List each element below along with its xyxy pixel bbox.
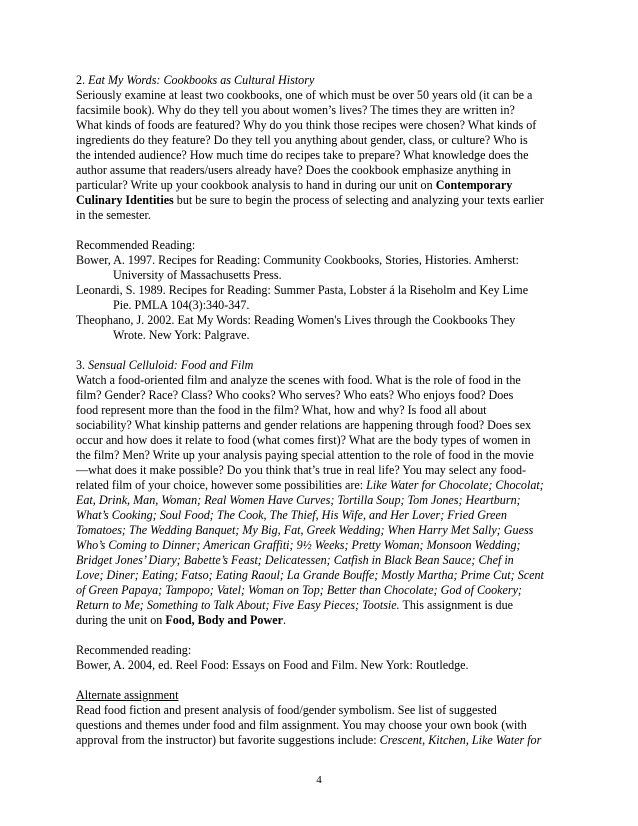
film-titles-line [76,493,521,508]
unit-name: Contemporary [435,178,513,192]
body-line: Read food fiction and present analysis of food/gender symbolism. See list of suggested [76,703,497,717]
unit-name: Culinary Identities [76,193,174,207]
section-2-heading [76,73,314,88]
body-line: —what does it make possible? Do you think that’s true in real life? You may select any food- [76,463,527,477]
body-text: but be sure to begin the process of selecting and analyzing your texts earlier [173,193,544,207]
body-line: ingredients do they feature? Do they tell you anything about gender, class, or culture? Who is [76,133,528,147]
film-titles: Tomatoes; The Wedding Banquet; My Big, Fat, Greek Wedding; When Harry Met Sally; Guess [76,523,534,537]
film-titles: Love; Diner; Eating; Fatso; Eating Raoul; La Grande Bouffe; Mostly Martha; Prime Cut; Scent [76,568,544,582]
body-line [76,598,513,613]
reference-line: University of Massachusetts Press. [113,268,282,282]
book-titles: Crescent, Kitchen, Like Water for [379,733,542,747]
body-text: particular? Write up your cookbook analysis to hand in during our unit on [76,178,433,192]
body-text: . [282,613,286,627]
reference-line: Leonardi, S. 1989. Recipes for Reading: Summer Pasta, Lobster á la Riseholm and Key Lime [76,283,529,297]
body-line: the film? Men? Write up your analysis paying special attention to the role of food in the movie [76,448,534,462]
body-line: film? Gender? Race? Class? Who cooks? Who serves? Who eats? Who enjoys food? Does [76,388,514,402]
recommended-reading-heading: Recommended Reading: [76,238,196,252]
film-titles-line [76,538,521,553]
body-line [76,178,512,193]
film-titles: Like Water for Chocolate; Chocolat; [366,478,544,492]
body-line: occur and how does it relate to food (what comes first)? What are the body types of women in [76,433,531,447]
reference-line: Pie. PMLA 104(3):340-347. [113,298,250,312]
film-titles: What’s Cooking; Soul Food; The Cook, The Thief, His Wife, and Her Lover; Fried Green [76,508,507,522]
body-text: during the unit on [76,613,166,627]
film-titles-line [76,583,522,598]
unit-name: Food, Body and Power [165,613,283,627]
page-number: 4 [316,774,322,786]
alternate-assignment-heading: Alternate assignment [76,688,179,702]
body-line: facsimile book). Why do they tell you about women’s lives? The times they are written in? [76,103,515,117]
body-line [76,613,286,628]
film-titles: Who’s Coming to Dinner; American Graffiti; 9½ Weeks; Pretty Woman; Monsoon Wedding; [76,538,521,552]
body-line: questions and themes under food and film assignment. You may choose your own book (with [76,718,527,732]
body-line [76,733,541,748]
section-3-heading [76,358,253,373]
body-line: author assume that readers/users already have? Does the cookbook emphasize anything in [76,163,511,177]
section-2-number: 2. [76,73,86,87]
section-2-title: Eat My Words: Cookbooks as Cultural History [88,73,315,87]
section-3-number: 3. [76,358,86,372]
film-titles: Return to Me; Something to Talk About; Five Easy Pieces; Tootsie. [76,598,400,612]
body-text: related film of your choice, however some possibilities are: [76,478,367,492]
film-titles: Bridget Jones’ Diary; Babette’s Feast; Delicatessen; Catfish in Black Bean Sauce; Chef in [76,553,514,567]
recommended-reading-heading: Recommended reading: [76,643,192,657]
body-text: approval from the instructor) but favorite suggestions include: [76,733,380,747]
film-titles-line [76,523,533,538]
body-line [76,478,544,493]
body-text: This assignment is due [399,598,514,612]
reference-line: Wrote. New York: Palgrave. [113,328,250,342]
film-titles: of Green Papaya; Tampopo; Vatel; Woman on Top; Better than Chocolate; God of Cookery; [76,583,522,597]
film-titles: Eat, Drink, Man, Woman; Real Women Have Curves; Tortilla Soup; Tom Jones; Heartburn; [76,493,521,507]
body-line: in the semester. [76,208,151,222]
film-titles-line [76,568,544,583]
body-line: What kinds of foods are featured? Why do you think those recipes were chosen? What kinds of [76,118,537,132]
reference-line: Bower, A. 1997. Recipes for Reading: Community Cookbooks, Stories, Histories. Amherst: [76,253,519,267]
film-titles-line [76,508,507,523]
reference-line: Bower, A. 2004, ed. Reel Food: Essays on Food and Film. New York: Routledge. [76,658,469,672]
body-line: Seriously examine at least two cookbooks, one of which must be over 50 years old (it can be a [76,88,533,102]
body-line: food represent more than the food in the film? What, how and why? Is food all about [76,403,487,417]
body-line: the intended audience? How much time do recipes take to prepare? What knowledge does the [76,148,529,162]
film-titles-line [76,553,514,568]
body-line: Watch a food-oriented film and analyze the scenes with food. What is the role of food in the [76,373,521,387]
body-line: sociability? What kinship patterns and gender relations are happening through food? Does sex [76,418,532,432]
reference-line: Theophano, J. 2002. Eat My Words: Reading Women's Lives through the Cookbooks They [76,313,516,327]
body-line [76,193,544,208]
section-3-title: Sensual Celluloid: Food and Film [88,358,254,372]
